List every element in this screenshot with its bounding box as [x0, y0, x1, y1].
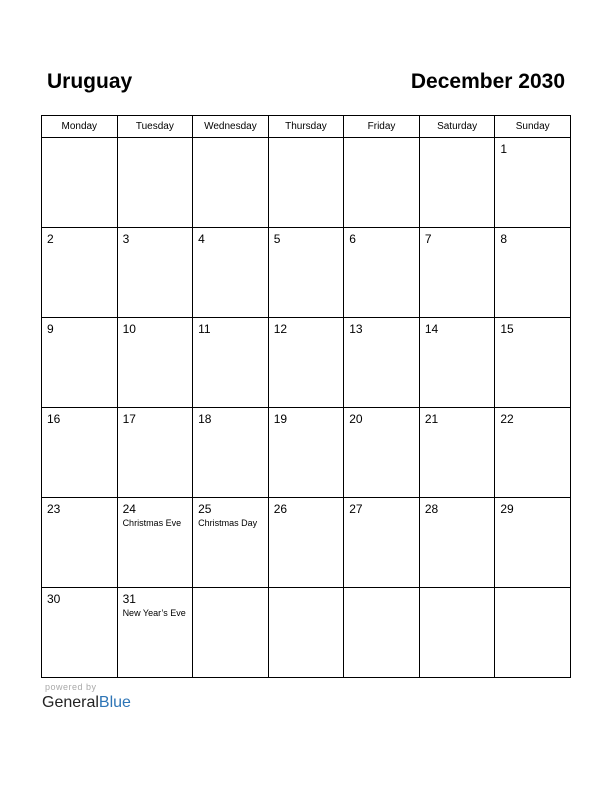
day-cell	[495, 498, 571, 588]
day-cell	[42, 408, 118, 498]
weekday-friday: Friday	[344, 116, 420, 138]
weekday-header-row	[42, 116, 571, 138]
day-cell	[344, 498, 420, 588]
day-number: 20	[349, 412, 363, 426]
empty-day-cell	[193, 138, 269, 228]
weekday-monday: Monday	[42, 116, 118, 138]
day-number: 16	[47, 412, 61, 426]
empty-day-cell	[419, 138, 495, 228]
empty-day-cell	[117, 138, 193, 228]
day-number: 18	[198, 412, 212, 426]
day-number: 3	[122, 232, 130, 246]
day-number: 1	[500, 142, 508, 156]
month-year-title: December 2030	[410, 70, 565, 93]
day-cell	[193, 408, 269, 498]
day-cell	[268, 228, 344, 318]
day-number: 23	[47, 502, 61, 516]
day-cell	[419, 318, 495, 408]
day-cell	[42, 228, 118, 318]
logo-general-text: General	[42, 694, 99, 711]
day-cell	[42, 318, 118, 408]
day-cell	[344, 228, 420, 318]
holiday-label: Christmas Eve	[122, 518, 182, 528]
weekday-tuesday: Tuesday	[117, 116, 193, 138]
weekday-sunday: Sunday	[495, 116, 571, 138]
day-cell	[193, 318, 269, 408]
day-cell	[344, 408, 420, 498]
day-number: 8	[500, 232, 508, 246]
day-number: 30	[47, 592, 61, 606]
empty-day-cell	[419, 588, 495, 678]
day-number: 22	[500, 412, 514, 426]
day-number: 12	[273, 322, 288, 336]
calendar-body	[42, 138, 571, 678]
day-number: 6	[349, 232, 356, 246]
day-cell	[117, 408, 193, 498]
day-cell	[117, 498, 193, 588]
day-number: 27	[349, 502, 363, 516]
week-row	[42, 498, 571, 588]
day-number: 24	[122, 502, 136, 516]
day-cell	[495, 318, 571, 408]
day-cell	[419, 408, 495, 498]
day-cell	[268, 498, 344, 588]
calendar-grid	[41, 115, 571, 678]
day-cell	[117, 588, 193, 678]
week-row	[42, 408, 571, 498]
day-number: 9	[47, 322, 54, 336]
week-row	[42, 588, 571, 678]
weekday-saturday: Saturday	[419, 116, 495, 138]
day-number: 28	[424, 502, 439, 516]
empty-day-cell	[344, 588, 420, 678]
country-title: Uruguay	[47, 70, 133, 93]
day-number: 17	[122, 412, 136, 426]
day-number: 2	[47, 232, 54, 246]
day-cell	[419, 228, 495, 318]
day-cell	[495, 138, 571, 228]
day-cell	[344, 318, 420, 408]
day-number: 10	[122, 322, 136, 336]
day-number: 25	[198, 502, 212, 516]
empty-day-cell	[42, 138, 118, 228]
day-number: 7	[424, 232, 432, 246]
weekday-wednesday: Wednesday	[193, 116, 269, 138]
empty-day-cell	[344, 138, 420, 228]
day-cell	[42, 588, 118, 678]
day-number: 21	[424, 412, 439, 426]
day-number: 14	[424, 322, 439, 336]
day-cell	[268, 408, 344, 498]
generalblue-logo	[42, 694, 131, 712]
logo-blue-text: Blue	[98, 694, 131, 711]
day-cell	[268, 318, 344, 408]
empty-day-cell	[268, 138, 344, 228]
day-number: 19	[273, 412, 288, 426]
day-cell	[495, 408, 571, 498]
week-row	[42, 138, 571, 228]
day-number: 29	[500, 502, 514, 516]
day-number: 5	[273, 232, 281, 246]
week-row	[42, 228, 571, 318]
holiday-label: New Year’s Eve	[122, 608, 186, 618]
day-number: 15	[500, 322, 514, 336]
day-number: 11	[198, 322, 211, 336]
day-number: 4	[198, 232, 205, 246]
powered-by-text: powered by	[45, 682, 97, 692]
day-cell	[193, 228, 269, 318]
holiday-label: Christmas Day	[198, 518, 258, 528]
empty-day-cell	[268, 588, 344, 678]
weekday-thursday: Thursday	[268, 116, 344, 138]
empty-day-cell	[495, 588, 571, 678]
day-cell	[117, 318, 193, 408]
day-cell	[117, 228, 193, 318]
week-row	[42, 318, 571, 408]
day-number: 13	[349, 322, 363, 336]
day-number: 26	[273, 502, 288, 516]
day-cell	[193, 498, 269, 588]
day-cell	[42, 498, 118, 588]
day-cell	[495, 228, 571, 318]
day-number: 31	[122, 592, 136, 606]
day-cell	[419, 498, 495, 588]
empty-day-cell	[193, 588, 269, 678]
